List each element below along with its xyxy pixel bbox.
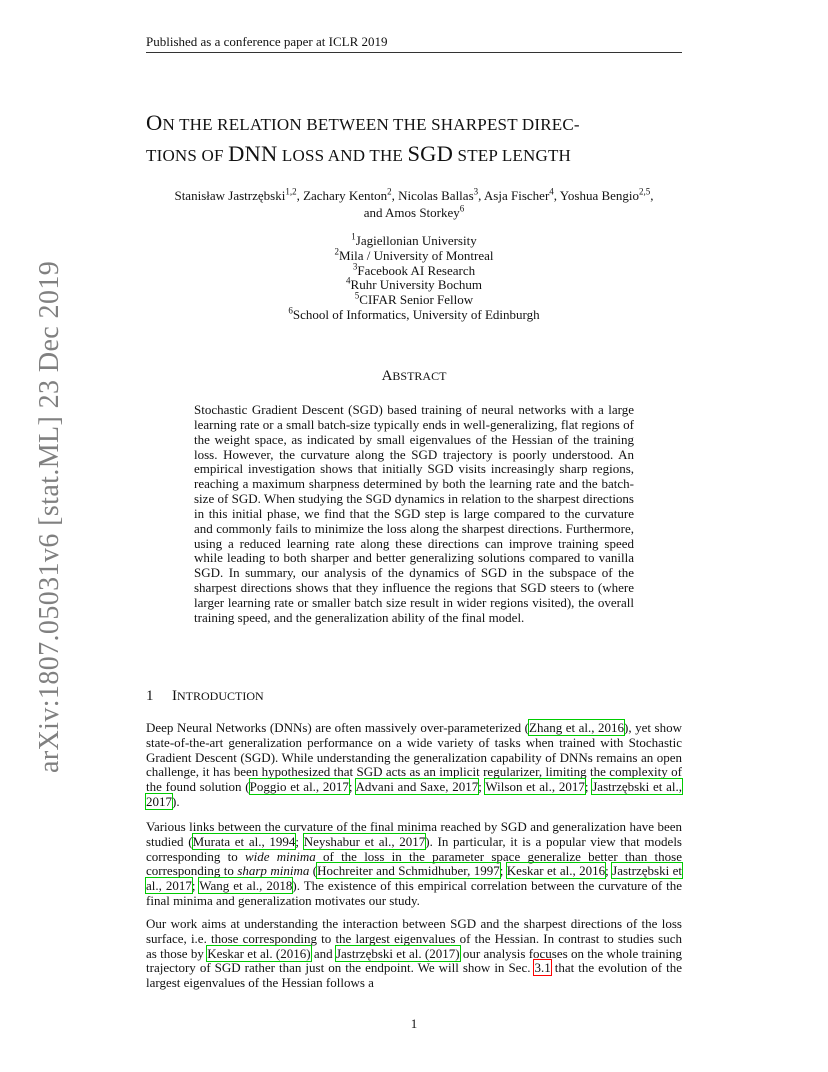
emphasis-text: sharp minima bbox=[237, 863, 310, 879]
abstract-text: Stochastic Gradient Descent (SGD) based training of neural networks with a large learning rate or a small batch-size typically ends in well-generalizing, flat regions of the weight space, as indicated by small eigenvalues of the Hessian of the training loss. However, the curvature along the SGD trajectory is poorly understood. An empirical investigation shows that initially SGD visits increasingly sharp regions, reaching a maximum sharpness determined by both the learning rate and the batch-size of SGD. When studying the SGD dynamics in relation to the sharpest directions in this initial phase, we find that the SGD step is large compared to the curvature and commonly fails to minimize the loss along the sharpest directions. Furthermore, using a reduced learning rate along these directions can improve training speed while leading to both sharper and better generalizing solutions compared to vanilla SGD. In summary, our analysis of the dynamics of SGD in the subspace of the sharpest directions shows that they influence the regions that SGD steers to (where larger learning rate or smaller batch size result in wider regions visited), the overall training speed, and the generalization ability of the final model. bbox=[194, 402, 634, 625]
section-reference-link[interactable]: 3.1 bbox=[534, 960, 551, 976]
running-header: Published as a conference paper at ICLR 2019 bbox=[146, 34, 388, 49]
citation-link[interactable]: Jastrzębski et al., 2017 bbox=[146, 779, 682, 809]
citation-link[interactable]: Jastrzębski et al. (2017) bbox=[335, 945, 460, 961]
citation-link[interactable]: Wang et al., 2018 bbox=[199, 878, 293, 894]
citation-link[interactable]: Neyshabur et al., 2017 bbox=[303, 833, 426, 849]
emphasis-text: wide minima bbox=[244, 848, 316, 864]
citation-link[interactable]: Jastrzębski et al., 2017 bbox=[146, 863, 682, 894]
abstract-heading: ABSTRACT bbox=[381, 368, 447, 384]
section-heading-introduction: 1 INTRODUCTION bbox=[146, 688, 264, 704]
affiliation-item: $^1$Jagiellonian University bbox=[351, 231, 477, 248]
intro-paragraph: Our work aims at understanding the interaction between SGD and the sharpest directions of the loss surface, i.e. those corresponding to the largest eigenvalues of the Hessian. In contrast to studies such as those by Keskar et al. (2016) and Jastrzębski et al. (2017) our analysis focuses on the whole training trajectory of SGD rather than just on the endpoint. We will show in Sec. 3.1 that the evolution of the largest eigenvalues of the Hessian follows a bbox=[146, 916, 682, 991]
header-rule bbox=[146, 52, 682, 53]
citation-link[interactable]: Advani and Saxe, 2017 bbox=[355, 779, 479, 795]
arxiv-identifier-stamp[interactable]: arXiv:1807.05031v6 [stat.ML] 23 Dec 2019 bbox=[34, 260, 65, 773]
affiliation-item: $^5$CIFAR Senior Fellow bbox=[354, 290, 474, 308]
affiliation-item: $^6$School of Informatics, University of Edinburgh bbox=[288, 305, 540, 322]
citation-link[interactable]: Keskar et al., 2016 bbox=[506, 863, 606, 879]
author-list: Stanisław Jastrzębski$^{1,2}$, Zachary Kenton$^2$, Nicolas Ballas$^3$, Asja Fischer$^4$, Yoshua Bengio$^{2,5}$, and Amos Storkey$^6$ bbox=[174, 186, 654, 220]
citation-link[interactable]: Wilson et al., 2017 bbox=[485, 779, 585, 795]
affiliation-item: $^2$Mila / University of Montreal bbox=[334, 246, 494, 263]
paper-title: ON THE RELATION BETWEEN THE SHARPEST DIREC- TIONS OF DNN LOSS AND THE SGD STEP LENGTH bbox=[146, 110, 580, 166]
intro-paragraph: Various links between the curvature of the final minima reached by SGD and generalization have been studied (Murata et al., 1994; Neyshabur et al., 2017). In particular, it is a popular view that models corresponding to wide minima of the loss in the parameter space generalize better than those corresponding to sharp minima (Hochreiter and Schmidhuber, 1997; Keskar et al., 2016; Jastrzębski et al., 2017; Wang et al., 2018). The existence of this empirical correlation between the curvature of the final minima and generalization motivates our study. bbox=[146, 819, 682, 908]
affiliation-item: $^3$Facebook AI Research bbox=[352, 261, 476, 278]
affiliation-list bbox=[146, 231, 682, 323]
citation-link[interactable]: Keskar et al. (2016) bbox=[207, 945, 311, 961]
citation-link[interactable]: Zhang et al., 2016 bbox=[529, 720, 625, 735]
page-number: 1 bbox=[410, 1016, 418, 1031]
citation-link[interactable]: Hochreiter and Schmidhuber, 1997 bbox=[317, 863, 500, 879]
citation-link[interactable]: Poggio et al., 2017 bbox=[249, 779, 349, 795]
citation-link[interactable]: Murata et al., 1994 bbox=[192, 833, 296, 849]
intro-paragraph: Deep Neural Networks (DNNs) are often massively over-parameterized (Zhang et al., 2016), yet show state-of-the-art generalization performance on a wide variety of tasks when trained with Stochastic Gradient Descent (SGD). While understanding the generalization capability of DNNs remains an open challenge, it has been hypothesized that SGD acts as an implicit regularizer, limiting the complexity of the found solution (Poggio et al., 2017; Advani and Saxe, 2017; Wilson et al., 2017; Jastrzębski et al., 2017). bbox=[146, 720, 682, 809]
affiliation-item: $^4$Ruhr University Bochum bbox=[346, 276, 482, 293]
